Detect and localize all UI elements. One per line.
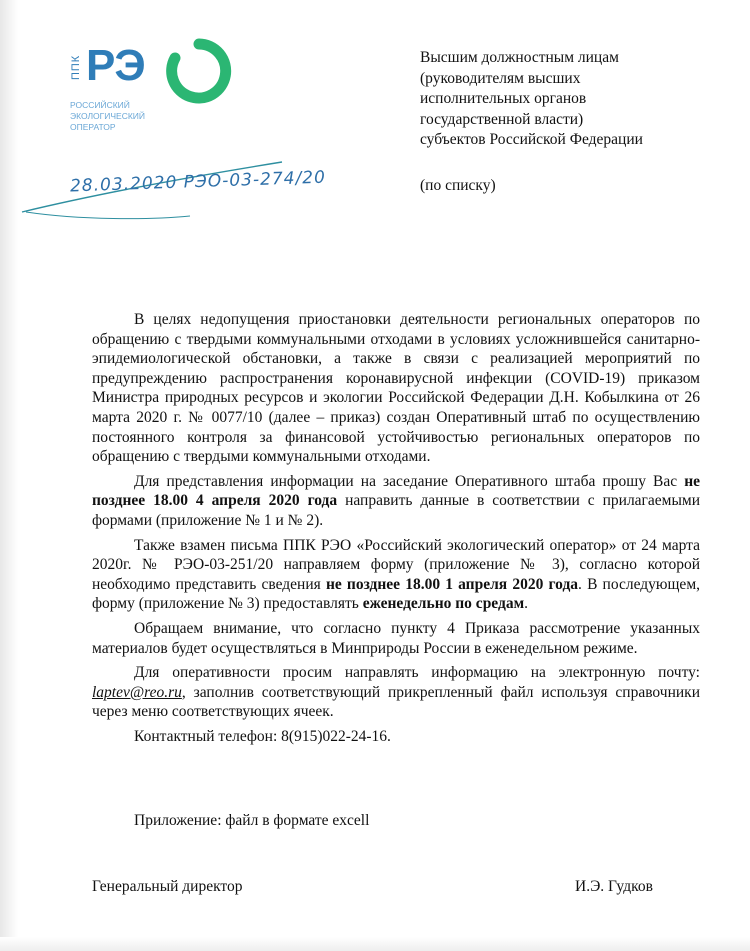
text-run: Для оперативности просим направлять информацию на электронную почту: <box>134 664 700 682</box>
text-run: направить данные в соответствии с прилагаемыми формами (приложение № 1 и № 2). <box>92 492 701 529</box>
logo-subtitle <box>70 100 190 133</box>
text-run: Также взамен письма ППК РЭО «Российский экологический оператор» от 24 марта 2020г. № РЭО-03-251/20 направляем форму (приложение № 3), согласно которой необходимо представить сведения <box>92 536 700 593</box>
logo-subtitle-line: ОПЕРАТОР <box>70 122 116 132</box>
reo-logo <box>70 34 240 144</box>
addressee-line: государственной власти) <box>420 110 584 128</box>
deadline-text: не позднее 18.00 1 апреля 2020 года <box>325 575 579 593</box>
registration-number: 28.03.2020 РЭО-03-274/20 <box>69 167 327 197</box>
letter-body <box>92 310 700 746</box>
logo-ring-icon <box>166 38 232 104</box>
contact-phone: Контактный телефон: 8(915)022-24-16. <box>134 727 391 745</box>
addressee-line: субъектов Российской Федерации <box>420 131 643 148</box>
addressee-line: Высшим должностным лицам <box>420 49 619 66</box>
deadline-text: не позднее 18.00 4 апреля 2020 года <box>92 472 700 510</box>
body-paragraph <box>92 536 700 614</box>
text-run: . <box>524 595 529 613</box>
schedule-text: еженедельно по средам <box>362 595 525 613</box>
logo-subtitle-line: РОССИЙСКИЙ <box>70 100 130 110</box>
body-paragraph: Обращаем внимание, что согласно пункту 4 Приказа рассмотрение указанных материалов будет осуществляться в Минприроды России в еженедельном режиме. <box>92 619 700 657</box>
addressee-block <box>420 48 740 151</box>
body-paragraph <box>92 472 700 531</box>
attachment-note: Приложение: файл в формате excell <box>134 812 370 829</box>
page-bottom-shadow <box>0 937 750 951</box>
body-paragraph <box>92 663 700 722</box>
signatory-title: Генеральный директор <box>92 878 243 895</box>
page-edge-shadow <box>0 0 18 951</box>
logo-mark-text: РЭ <box>86 41 145 90</box>
text-run: , заполнив соответствующий прикрепленный файл используя справочники через меню соответствующих ячеек. <box>92 683 700 721</box>
email-link[interactable]: laptev@reo.ru <box>92 683 182 701</box>
signatory-name: И.Э. Гудков <box>575 878 653 895</box>
text-run: . В последующем, форму (приложение № 3) предоставлять <box>92 575 700 613</box>
logo-ppk-text: ППК <box>70 54 82 80</box>
body-paragraph: В целях недопущения приостановки деятельности региональных операторов по обращению с твердыми коммунальными отходами в условиях усложнившейся санитарно-эпидемиологической обстановки, а также в связи с реализацией мероприятий по предупреждению распространения коронавирусной инфекции (COVID-19) приказом Министра природных ресурсов и экологии Российской Федерации Д.Н. Кобылкина от 26 марта 2020 г. № 0077/10 (далее – приказ) создан Оперативный штаб по осуществлению постоянного контроля за финансовой устойчивостью региональных операторов по обращению с твердыми коммунальными отходами. <box>92 311 700 466</box>
per-list-note: (по списку) <box>420 177 496 194</box>
logo-subtitle-line: ЭКОЛОГИЧЕСКИЙ <box>70 111 146 121</box>
text-run: Для представления информации на заседание Оперативного штаба прошу Вас <box>134 472 685 490</box>
addressee-line: (руководителям высших <box>420 69 581 87</box>
addressee-line: исполнительных органов <box>420 90 587 107</box>
